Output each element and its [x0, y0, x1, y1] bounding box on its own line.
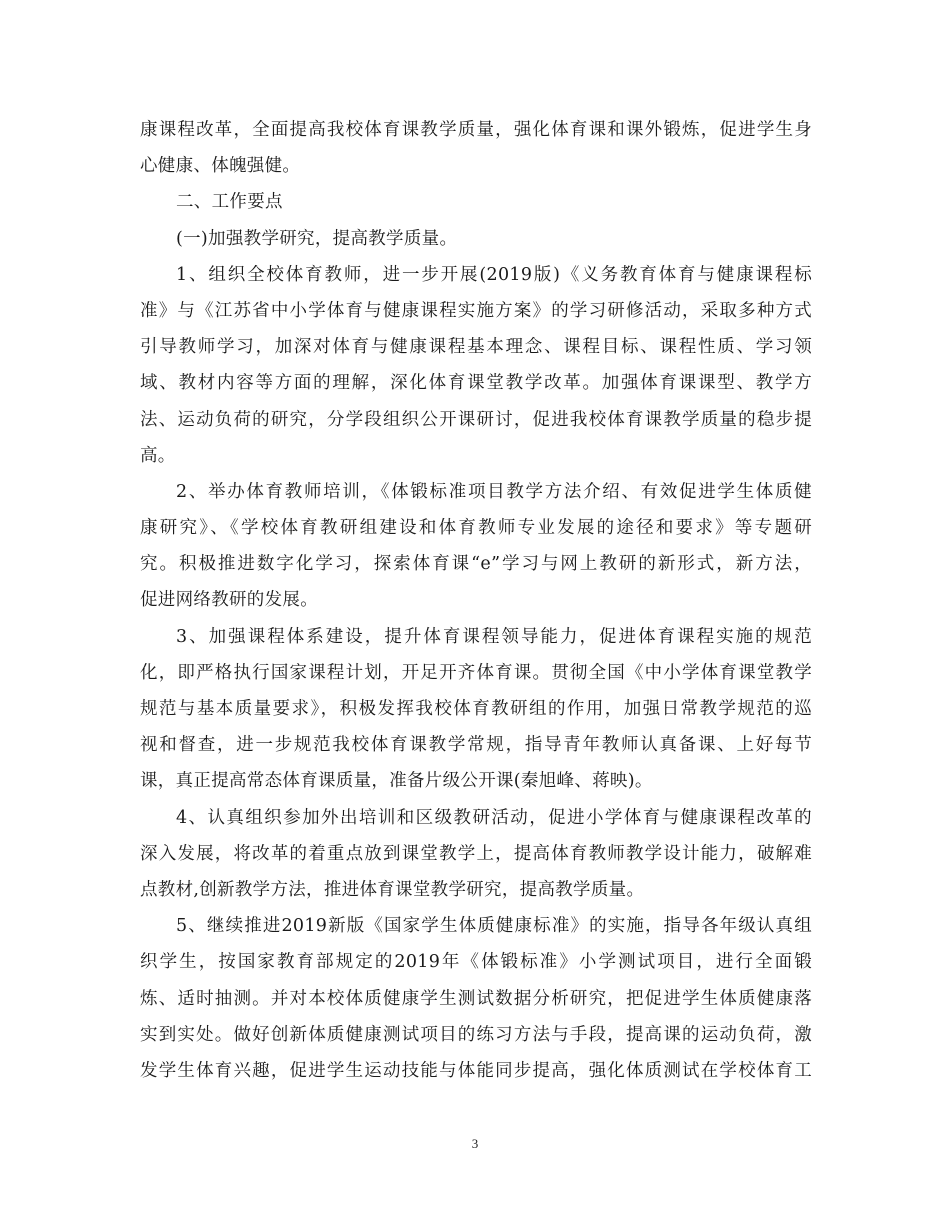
- page-number: 3: [471, 1136, 479, 1151]
- text-line: 5、继续推进2019新版《国家学生体质健康标准》的实施，指导各年级认真组: [176, 916, 812, 937]
- text-line: 化，即严格执行国家课程计划，开足开齐体育课。贯彻全国《中小学体育课堂教学: [140, 662, 812, 683]
- text-line: 心健康、体魄强健。: [140, 156, 301, 177]
- text-line: 法、运动负荷的研究，分学段组织公开课研讨，促进我校体育课教学质量的稳步提: [140, 409, 812, 430]
- paragraph: [140, 800, 812, 909]
- text-line: (一)加强教学研究，提高教学质量。: [176, 228, 458, 249]
- text-line: 引导教师学习，加深对体育与健康课程基本理念、课程目标、课程性质、学习领: [140, 337, 812, 358]
- text-line: 高。: [140, 445, 176, 466]
- text-line: 域、教材内容等方面的理解，深化体育课堂教学改革。加强体育课课型、教学方: [140, 373, 812, 394]
- text-line: 3、加强课程体系建设，提升体育课程领导能力，促进体育课程实施的规范: [176, 626, 812, 647]
- text-line: 规范与基本质量要求》，积极发挥我校体育教研组的作用，加强日常教学规范的巡: [140, 699, 812, 719]
- text-line: 康研究》、《学校体育教研组建设和体育教师专业发展的途径和要求》等专题研: [140, 518, 812, 539]
- text-line: 准》与《江苏省中小学体育与健康课程实施方案》的学习研修活动，采取多种方式: [140, 300, 812, 321]
- text-line: 2、举办体育教师培训，《体锻标准项目教学方法介绍、有效促进学生体质健: [176, 481, 812, 502]
- text-line: 织学生，按国家教育部规定的2019年《体锻标准》小学测试项目，进行全面锻: [140, 952, 812, 973]
- text-line: 实到实处。做好创新体质健康测试项目的练习方法与手段，提高课的运动负荷，激: [140, 1024, 812, 1045]
- text-line: 炼、适时抽测。并对本校体质健康学生测试数据分析研究，把促进学生体质健康落: [140, 988, 812, 1009]
- paragraph: [140, 908, 812, 1089]
- paragraph: [140, 619, 812, 800]
- text-line: 点教材,创新教学方法，推进体育课堂教学研究，提高教学质量。: [140, 879, 645, 900]
- paragraph: [140, 184, 812, 220]
- text-line: 促进网络教研的发展。: [140, 590, 318, 611]
- text-line: 深入发展，将改革的着重点放到课堂教学上，提高体育教师教学设计能力，破解难: [140, 843, 812, 864]
- paragraph: [140, 474, 812, 619]
- text-line: 发学生体育兴趣，促进学生运动技能与体能同步提高，强化体质测试在学校体育工: [140, 1060, 812, 1081]
- paragraph: [140, 112, 812, 184]
- paragraph: [140, 221, 812, 257]
- paragraph: [140, 257, 812, 474]
- document-body: [140, 112, 812, 1089]
- text-line: 4、认真组织参加外出培训和区级教研活动，促进小学体育与健康课程改革的: [176, 807, 812, 828]
- text-line: 课，真正提高常态体育课质量，准备片级公开课(秦旭峰、蒋映)。: [140, 771, 653, 792]
- text-line: 1、组织全校体育教师，进一步开展(2019版)《义务教育体育与健康课程标: [176, 264, 812, 285]
- text-line: 康课程改革，全面提高我校体育课教学质量，强化体育课和课外锻炼，促进学生身: [140, 120, 812, 140]
- text-line: 二、工作要点: [176, 192, 283, 213]
- text-line: 视和督查，进一步规范我校体育课教学常规，指导青年教师认真备课、上好每节: [140, 735, 812, 756]
- text-line: 究。积极推进数字化学习，探索体育课“e”学习与网上教研的新形式，新方法，: [140, 554, 812, 575]
